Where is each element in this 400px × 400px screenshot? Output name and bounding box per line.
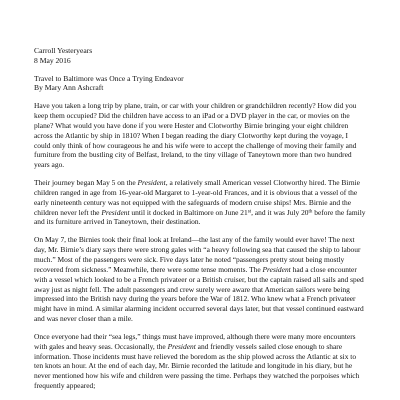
ship-name: President [137,178,166,188]
ship-name: President [262,264,291,274]
ordinal-suffix: st [247,209,252,215]
publication-date: 8 May 2016 [34,55,71,65]
ship-name: President [167,341,196,351]
paragraph-3: On May 7, the Birnies took their final look at Ireland—the last any of the family would ever have! The next day, Mr. Birnie’s diary says there were strong gales with “a heavy following sea that caused the ship to labour much.” Most of the passengers were sick. Five days later he noted “passengers pretty stout being mostly recovered from sickness.” Meanwhile, there were some tense moments. The President had a close encounter with a vessel which looked to be a French privateer or a British cruiser, but the captain raised all sails and sped away just as night fell. The adult passengers and crew surely were aware that American sailors were being impressed into the British navy during the years before the War of 1812. Who knew what a French privateer might have in mind. A similar alarming incident occurred several days later, but that vessel continued eastward and was never closer than a mile. [34,235,364,324]
paragraph-2: Their journey began May 5 on the President, a relatively small American vessel Clotworthy hired. The Birnie children ranged in age from 16-year-old Margaret to 1-year-old Frances, and it is obvious that a vessel of the early nineteenth century was not equipped with the safeguards of modern cruise ships! Mrs. Birnie and the children never left the President until it docked in Baltimore on June 21st, and it was July 20th before the family and its furniture arrived in Taneytown, their destination. [34,178,366,227]
paragraph-1: Have you taken a long trip by plane, train, or car with your children or grandchildren recently? How did you keep them occupied? Did the children have access to an iPad or a DVD player in the car, or movies on the plane? What would you have done if you were Hester and Clotworthy Birnie bringing your eight children across the Atlantic by ship in 1810? When I began reading the diary Clotworthy kept during the voyage, I could only think of how courageous he and his wife were to accept the challenge of moving their family and furniture from the bustling city of Belfast, Ireland, to the tiny village of Taneytown more than two hundred years ago. [34,101,357,170]
article-byline: By Mary Ann Ashcraft [34,83,104,93]
paragraph-4: Once everyone had their “sea legs,” things must have improved, although there were many more encounters with gales and heavy seas. Occasionally, the President and friendly vessels sailed close enough to share information. Those incidents must have relieved the boredom as the ship plowed across the Atlantic at six to ten knots an hour. At the end of each day, Mr. Birnie recorded the latitude and longitude in his diary, but he never mentioned how his wife and children were passing the time. Perhaps they watched the porpoises which frequently appeared; [34,331,360,391]
article-title: Travel to Baltimore was Once a Trying Endeavor [34,73,184,83]
ship-name: President [101,207,130,217]
ordinal-suffix: th [308,209,313,215]
publication-name: Carroll Yesteryears [34,46,93,55]
